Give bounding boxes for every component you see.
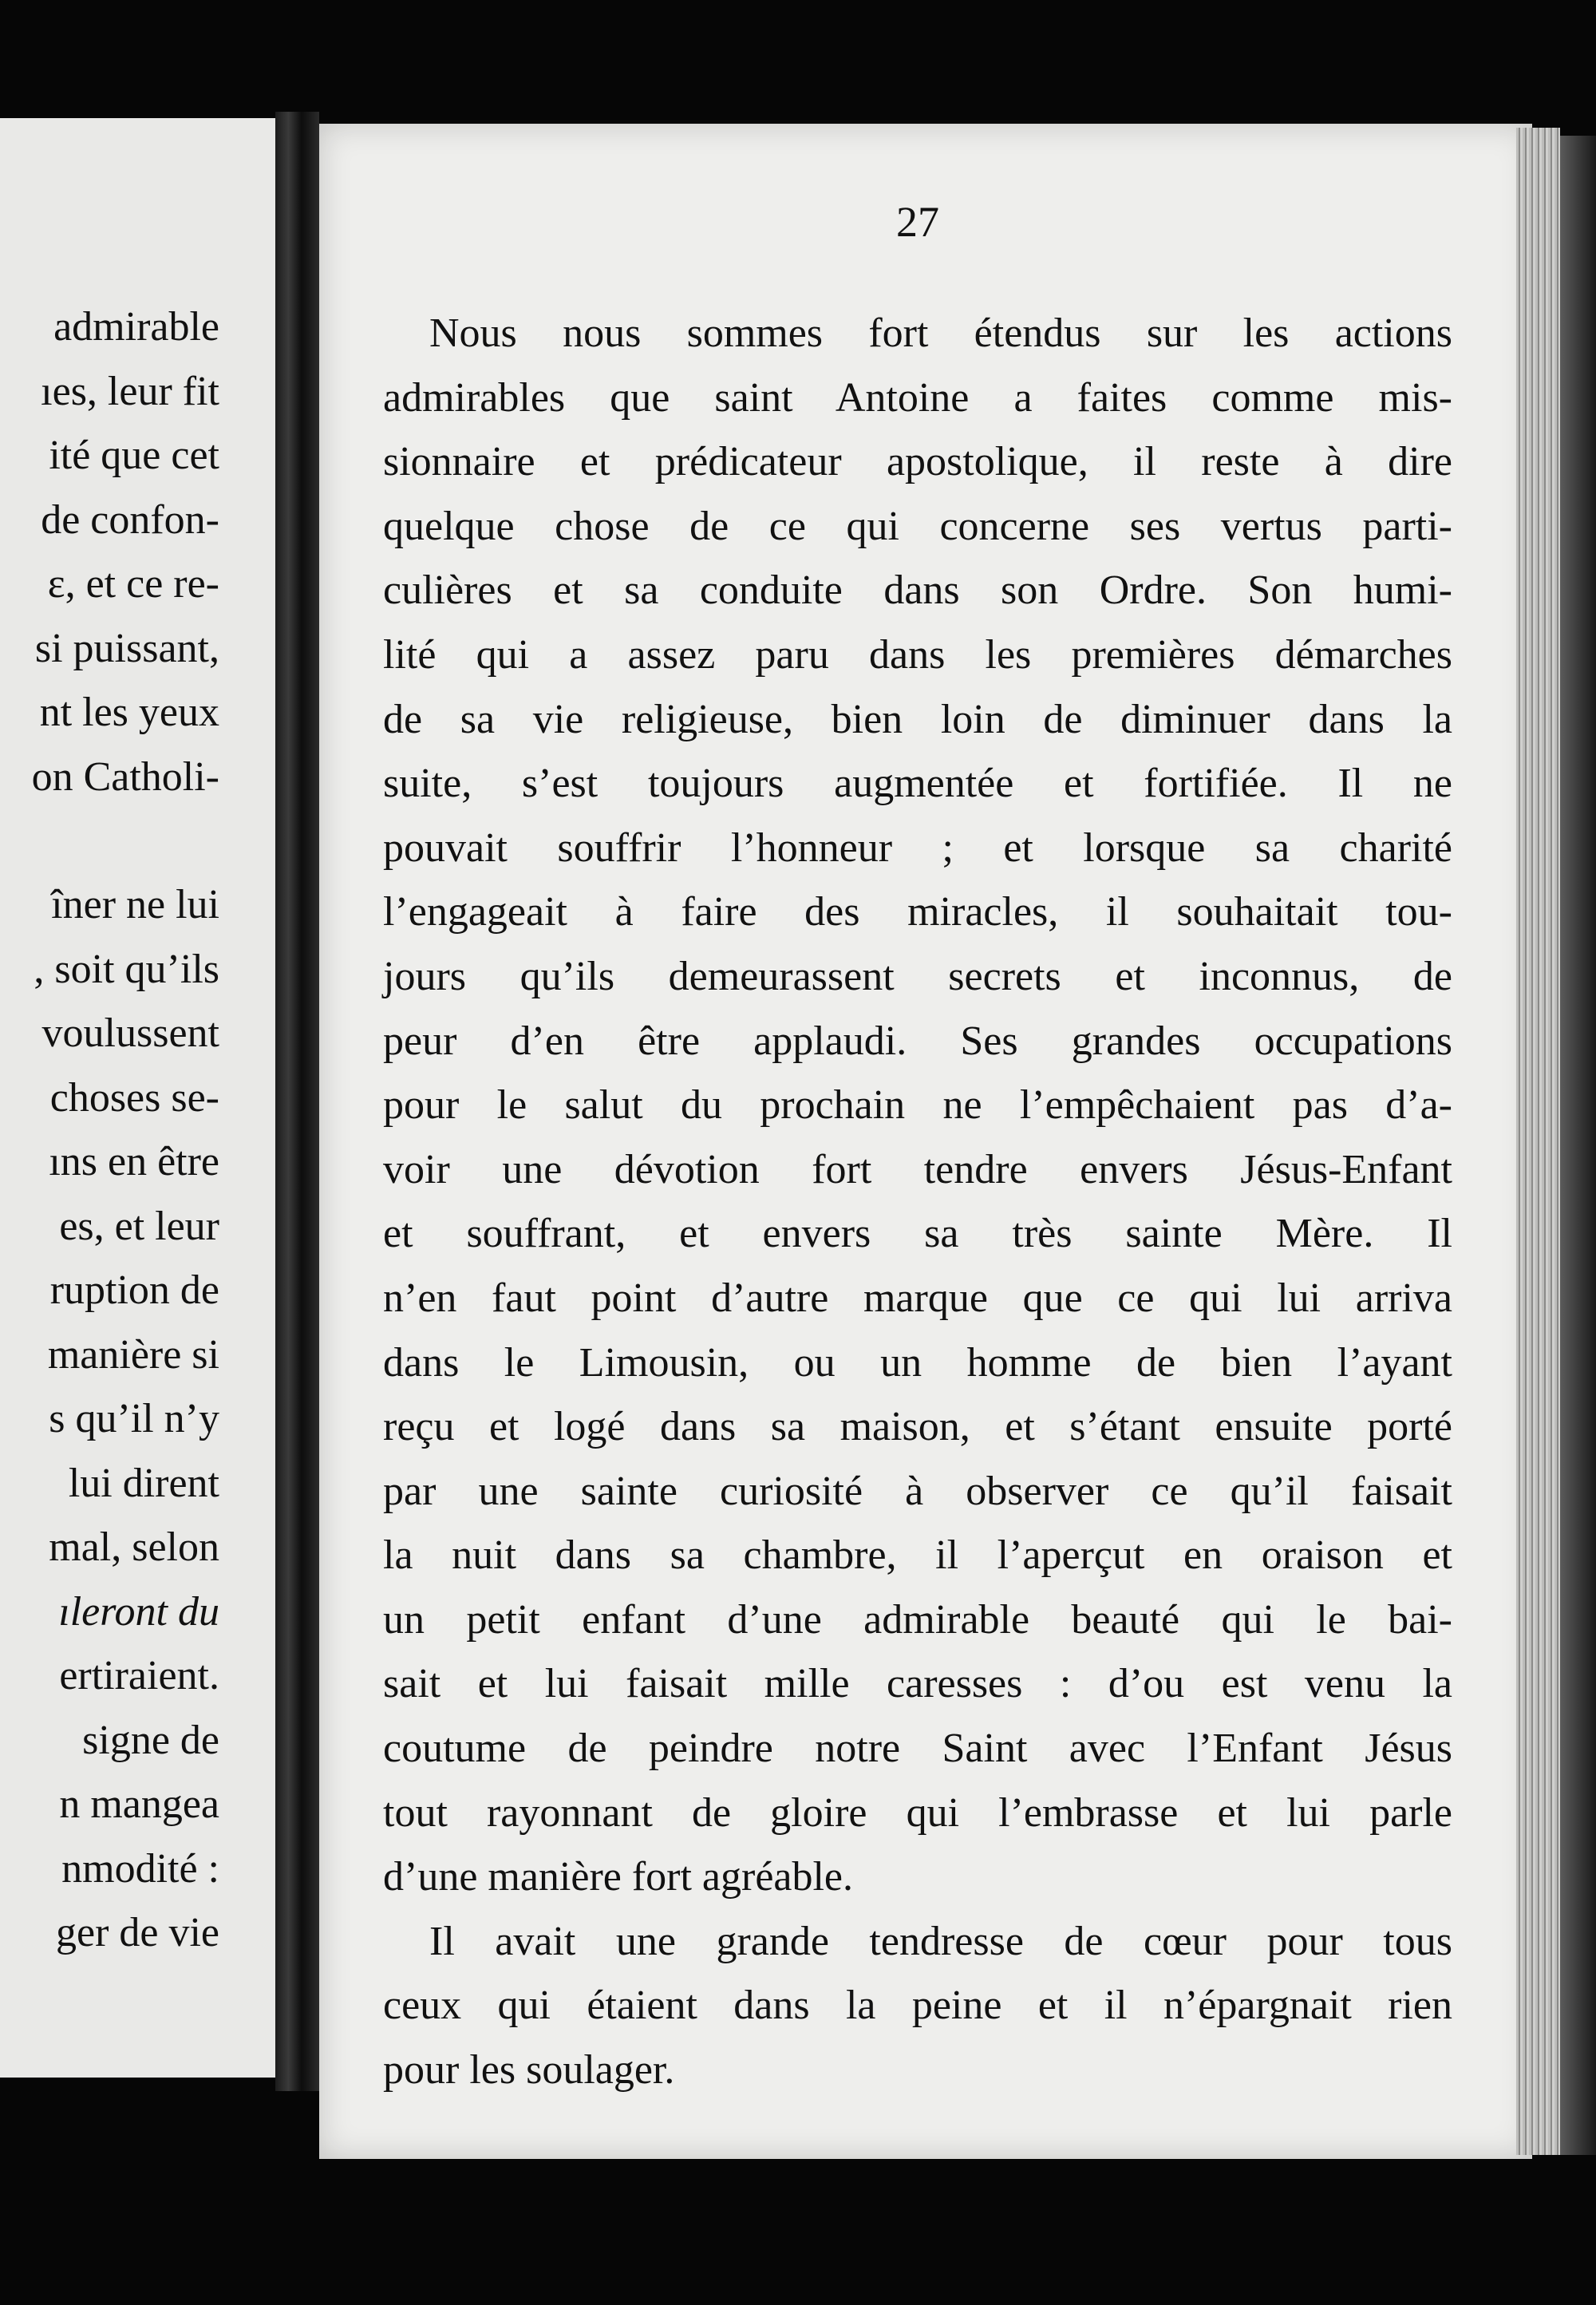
text-line: suite, s’est toujours augmentée et fortifiée. Il ne [383,761,1452,807]
text-line: dans le Limousin, ou un homme de bien l’ayant [383,1339,1452,1386]
text-line: ceux qui étaient dans la peine et il n’épargnait rien [383,1983,1452,2029]
previous-page-line: ɛ, et ce re- [47,561,219,607]
text-line: peur d’en être applaudi. Ses grandes occupations [383,1018,1452,1064]
previous-page-line: , soit qu’ils [34,946,219,992]
text-line: pouvait souffrir l’honneur ; et lorsque sa charité [383,824,1452,871]
text-line: pour le salut du prochain ne l’empêchaient pas d’a- [383,1082,1452,1129]
previous-page-text [0,295,219,1966]
previous-page-line: n mangea [59,1781,219,1827]
text-line: Nous nous sommes fort étendus sur les actions [429,310,1452,356]
previous-page-line: îner ne lui [51,882,219,927]
previous-page-line: si puissant, [34,625,219,671]
text-line: pour les soulager. [383,2047,675,2093]
previous-page-line: nmodité : [61,1845,219,1892]
text-line: n’en faut point d’autre marque que ce qui lui arriva [383,1275,1452,1321]
previous-page-line: admirable [53,304,219,350]
previous-page-line: on Catholi- [31,753,219,800]
previous-page-line: ité que cet [49,433,219,478]
previous-page-line: manière si [47,1331,219,1378]
text-line: un petit enfant d’une admirable beauté qui le bai- [383,1596,1452,1643]
text-line: tout rayonnant de gloire qui l’embrasse et lui parle [383,1789,1452,1836]
text-line: sait et lui faisait mille caresses : d’ou est venu la [383,1661,1452,1707]
text-line: culières et sa conduite dans son Ordre. Son humi- [383,567,1452,614]
previous-page [0,118,280,2078]
previous-page-line: ruption de [49,1267,219,1313]
previous-page-line: nt les yeux [39,690,219,735]
text-line: de sa vie religieuse, bien loin de diminuer dans la [383,696,1452,742]
text-line: admirables que saint Antoine a faites comme mis- [383,374,1452,421]
page-body-text [383,302,1452,2103]
previous-page-line: de confon- [41,496,219,543]
previous-page-line: ger de vie [55,1910,219,1955]
text-line: coutume de peindre notre Saint avec l’Enfant Jésus [383,1726,1452,1772]
previous-page-line: choses se- [49,1074,219,1121]
text-line: et souffrant, et envers sa très sainte Mère. Il [383,1211,1452,1257]
text-line: lité qui a assez paru dans les premières démarches [383,631,1452,678]
previous-page-line: voulussent [41,1010,219,1056]
book-gutter [275,112,319,2091]
previous-page-line: s qu’il n’y [49,1396,219,1441]
previous-page-line: lui dirent [68,1460,219,1506]
previous-page-line: ıns en être [49,1139,219,1184]
previous-page-line: ertiraient. [59,1653,219,1698]
page-edge-shadow [1560,136,1596,2155]
text-line: d’une manière fort agréable. [383,1854,854,1900]
previous-page-line: mal, selon [49,1524,219,1570]
text-line: voir une dévotion fort tendre envers Jésus-Enfant [383,1146,1452,1192]
previous-page-line: ıleront du [58,1588,219,1635]
page-number: 27 [896,198,939,246]
text-line: la nuit dans sa chambre, il l’aperçut en oraison et [383,1532,1452,1579]
page-edges [1516,128,1560,2155]
text-line: l’engageait à faire des miracles, il souhaitait tou- [383,889,1452,935]
text-line: jours qu’ils demeurassent secrets et inconnus, de [383,953,1452,999]
previous-page-line: ıes, leur fit [41,368,219,414]
text-line: reçu et logé dans sa maison, et s’étant ensuite porté [383,1404,1452,1450]
text-line: quelque chose de ce qui concerne ses vertus parti- [383,503,1452,549]
previous-page-line: es, et leur [59,1203,219,1249]
text-line: par une sainte curiosité à observer ce qu’il faisait [383,1468,1452,1514]
text-line: Il avait une grande tendresse de cœur pour tous [429,1918,1452,1964]
previous-page-line: signe de [82,1717,219,1763]
previous-page-line [0,809,219,873]
text-line: sionnaire et prédicateur apostolique, il reste à dire [383,439,1452,485]
